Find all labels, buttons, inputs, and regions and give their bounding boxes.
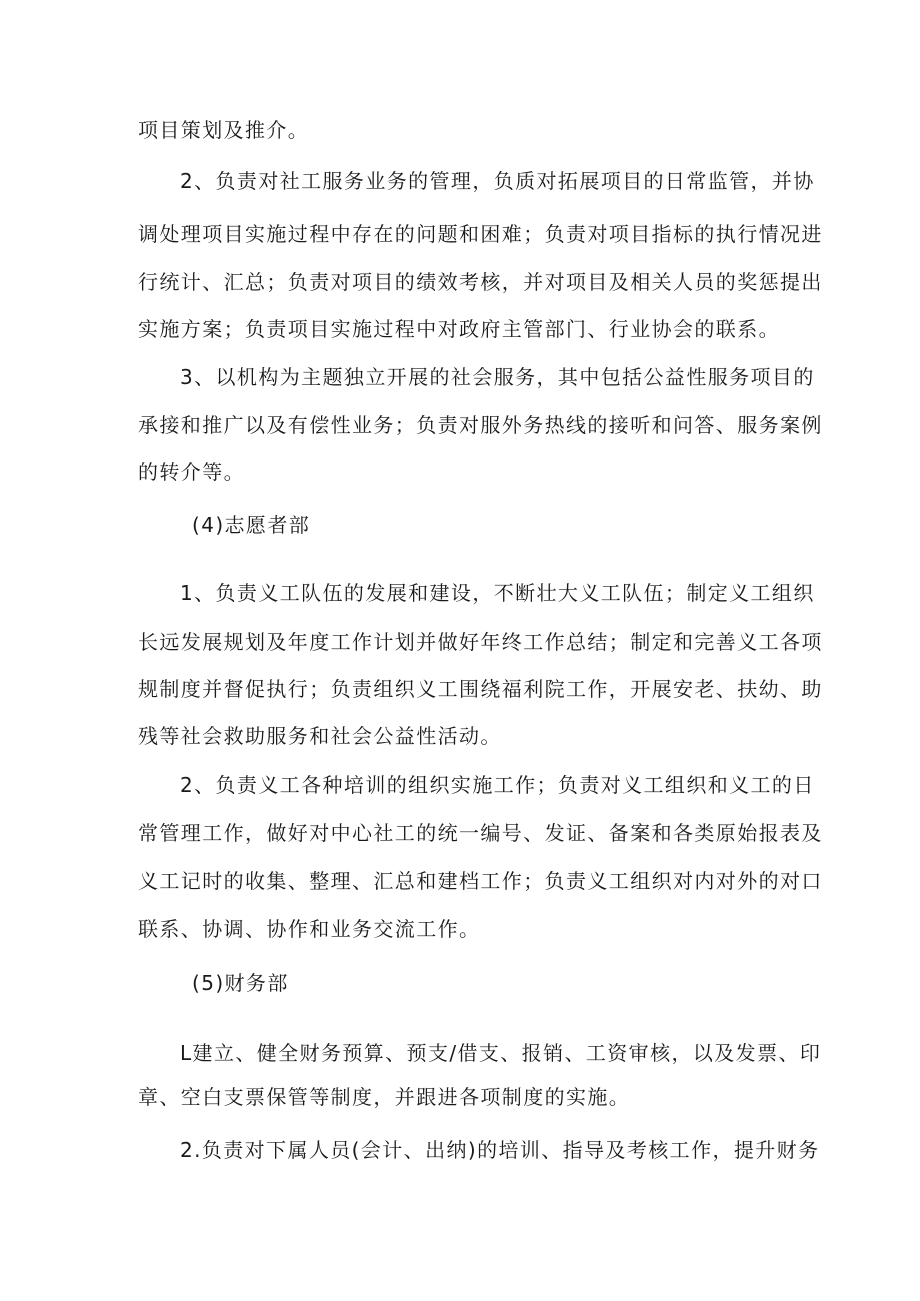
text-line: 调处理项目实施过程中存在的问题和困难；负责对项目指标的执行情况进 bbox=[138, 222, 823, 246]
text-line: 项目策划及推介。 bbox=[138, 118, 310, 142]
paragraph-start-line: 3、以机构为主题独立开展的社会服务，其中包括公益性服务项目的 bbox=[180, 365, 815, 389]
paragraph-start-line: 1、负责义工队伍的发展和建设，不断壮大义工队伍；制定义工组织 bbox=[180, 581, 815, 605]
text-line: 章、空白支票保管等制度，并跟进各项制度的实施。 bbox=[138, 1085, 631, 1109]
text-line: 承接和推广以及有偿性业务；负责对服外务热线的接听和问答、服务案例 bbox=[138, 413, 823, 437]
text-line: 义工记时的收集、整理、汇总和建档工作；负责义工组织对内对外的对口 bbox=[138, 869, 823, 893]
text-line: 行统计、汇总；负责对项目的绩效考核，并对项目及相关人员的奖惩提出 bbox=[138, 270, 823, 294]
paragraph-start-line: 2、负责义工各种培训的组织实施工作；负责对义工组织和义工的日 bbox=[180, 773, 815, 797]
paragraph-start-line: 2.负责对下属人员(会计、出纳)的培训、指导及考核工作，提升财务 bbox=[180, 1138, 820, 1162]
text-line: 联系、协调、协作和业务交流工作。 bbox=[138, 917, 481, 941]
paragraph-start-line: L建立、健全财务预算、预支/借支、报销、工资审核，以及发票、印 bbox=[180, 1041, 822, 1065]
section-heading-finance: (5)财务部 bbox=[192, 971, 289, 995]
text-line: 实施方案；负责项目实施过程中对政府主管部门、行业协会的联系。 bbox=[138, 317, 780, 341]
section-heading-volunteers: (4)志愿者部 bbox=[192, 513, 311, 537]
text-line: 常管理工作，做好对中心社工的统一编号、发证、备案和各类原始报表及 bbox=[138, 821, 823, 845]
text-line: 规制度并督促执行；负责组织义工围绕福利院工作，开展安老、扶幼、助 bbox=[138, 677, 823, 701]
text-line: 长远发展规划及年度工作计划并做好年终工作总结；制定和完善义工各项 bbox=[138, 630, 823, 654]
paragraph-start-line: 2、负责对社工服务业务的管理，负质对拓展项目的日常监管，并协 bbox=[180, 169, 815, 193]
text-line: 残等社会救助服务和社会公益性活动。 bbox=[138, 724, 502, 748]
text-line: 的转介等。 bbox=[138, 460, 245, 484]
